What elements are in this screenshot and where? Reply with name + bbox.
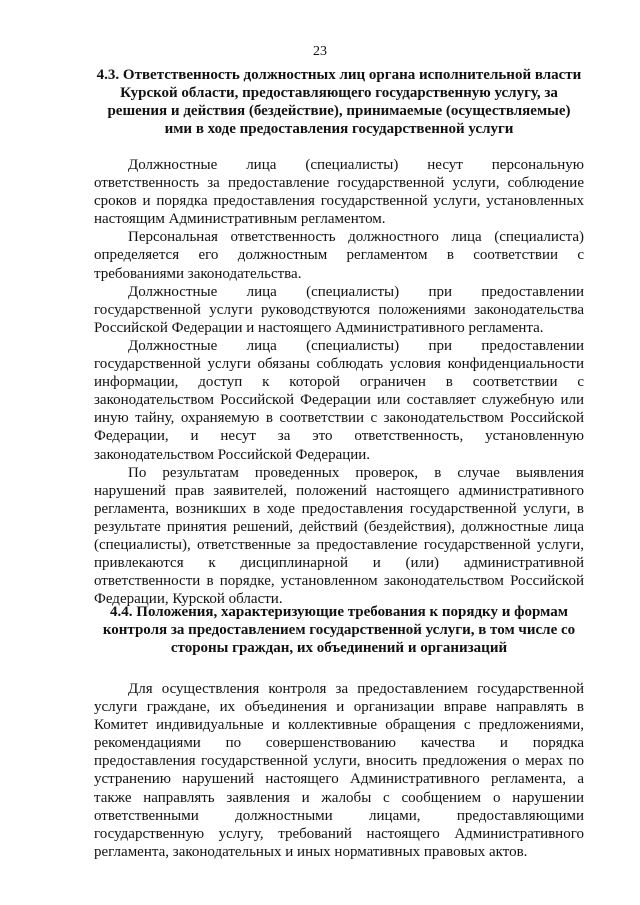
- paragraph: Должностные лица (специалисты) при предоставлении государственной услуги руководствуются положениями законодательства Российской Федерации и настоящего Административного регламента.: [94, 283, 584, 336]
- section-4-4-body: [94, 680, 584, 861]
- paragraph: Для осуществления контроля за предоставлением государственной услуги граждане, их объединения и организации вправе направлять в Комитет индивидуальные и коллективные обращения с предложениями, рекомендациями по совершенствованию качества и порядка предоставления государственной услуги, вносить предложения о мерах по устранению нарушений настоящего Административного регламента, а также направлять заявления и жалобы с сообщением о нарушении ответственными должностными лицами, предоставляющими государственную услугу, требований настоящего Административного регламента, законодательных и иных нормативных правовых актов.: [94, 681, 584, 860]
- paragraph: Должностные лица (специалисты) при предоставлении государственной услуги обязаны соблюдать условия конфиденциальности информации, доступ к которой ограничен в соответствии с законодательством Российской Федерации или составляет служебную или иную тайну, охраняемую в соответствии с законодательством Российской Федерации, и несут за это ответственность, установленную законодательством Российской Федерации.: [94, 337, 584, 463]
- section-4-3-body: [94, 156, 584, 608]
- section-4-4-heading-block: [94, 603, 584, 657]
- section-heading: 4.3. Ответственность должностных лиц органа исполнительной власти Курской области, предоставляющего государственную услугу, за решения и действия (бездействие), принимаемые (осуществляемые) ими в ходе предоставления государственной услуги: [96, 67, 582, 137]
- paragraph: Должностные лица (специалисты) несут персональную ответственность за предоставление государственной услуги, соблюдение сроков и порядка предоставления государственной услуги, установленных настоящим Административным регламентом.: [94, 157, 584, 228]
- section-heading: 4.4. Положения, характеризующие требования к порядку и формам контроля за предоставлением государственной услуги, в том числе со стороны граждан, их объединений и организаций: [102, 604, 576, 656]
- section-4-3-heading-block: [94, 66, 584, 138]
- paragraph: Персональная ответственность должностного лица (специалиста) определяется его должностным регламентом в соответствии с требованиями законодательства.: [94, 229, 584, 282]
- paragraph: По результатам проведенных проверок, в случае выявления нарушений прав заявителей, положений настоящего административного регламента, возникших в ходе предоставления государственной услуги, в результате принятия решений, действий (бездействия), должностные лица (специалисты), ответственные за предоставление государственной услуги, привлекаются к дисциплинарной и (или) административной ответственности в порядке, установленном законодательством Российской Федерации, Курской области.: [94, 464, 584, 608]
- page-number: 23: [313, 44, 327, 59]
